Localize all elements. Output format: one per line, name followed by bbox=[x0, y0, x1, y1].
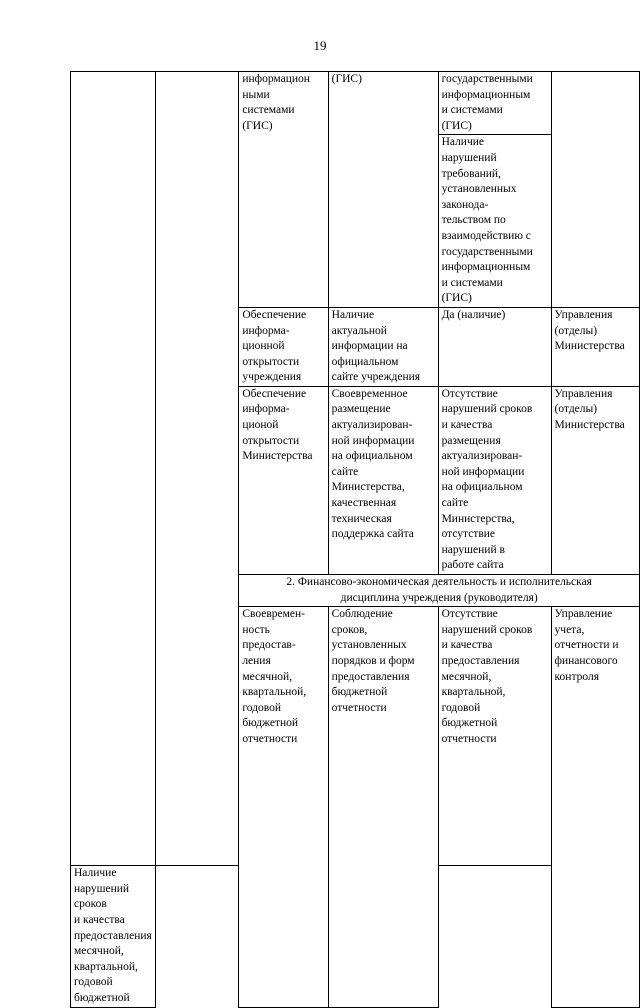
page-number: 19 bbox=[313, 38, 327, 53]
criteria-table bbox=[70, 71, 640, 1008]
cell-responsible bbox=[551, 72, 639, 308]
cell-evaluation: Отсутствие нарушений сроков и качества предоставления месячной, квартальной, годовой бюджетной отчетности bbox=[438, 607, 551, 866]
cell-responsible: Управления (отделы) Министерства bbox=[551, 386, 639, 574]
cell-criterion: Наличие актуальной информации на официальном сайте учреждения bbox=[328, 307, 438, 386]
cell-indicator: Обеспечение информа- ционой открытости Министерства bbox=[239, 386, 328, 574]
cell-evaluation: государственными информационным и системами (ГИС) bbox=[438, 72, 551, 135]
cell-col2 bbox=[155, 72, 238, 866]
table-row bbox=[71, 72, 640, 135]
cell-criterion: Своевременное размещение актуализирован- ной информации на официальном сайте Министерства, качественная техническая поддержка сайта bbox=[328, 386, 438, 574]
cell-criterion: Соблюдение сроков, установленных порядков и форм предоставления бюджетной отчетности bbox=[328, 607, 438, 1007]
cell-col1 bbox=[71, 72, 156, 866]
cell-evaluation: Наличие нарушений сроков и качества предоставления месячной, квартальной, годовой бюджетной bbox=[71, 866, 156, 1007]
cell-indicator: информацион ными системами (ГИС) bbox=[239, 72, 328, 308]
cell-evaluation: Наличие нарушений требований, установленных законода- тельством по взаимодействию с государственными информационным и системами (ГИС) bbox=[438, 135, 551, 308]
cell-responsible: Управление учета, отчетности и финансового контроля bbox=[551, 607, 639, 1007]
cell-evaluation: Да (наличие) bbox=[438, 307, 551, 386]
cell-criterion: (ГИС) bbox=[328, 72, 438, 308]
cell-responsible: Управления (отделы) Министерства bbox=[551, 307, 639, 386]
cell-indicator: Обеспечение информа- ционной открытости учреждения bbox=[239, 307, 328, 386]
cell-indicator: Своевремен- ность предостав- ления месячной, квартальной, годовой бюджетной отчетности bbox=[239, 607, 328, 1007]
cell-evaluation: Отсутствие нарушений сроков и качества размещения актуализирован- ной информации на официальном сайте Министерства, отсутствие нарушений в работе сайта bbox=[438, 386, 551, 574]
section-heading: 2. Финансово-экономическая деятельность и исполнительская дисциплина учреждения (руководителя) bbox=[239, 575, 640, 607]
